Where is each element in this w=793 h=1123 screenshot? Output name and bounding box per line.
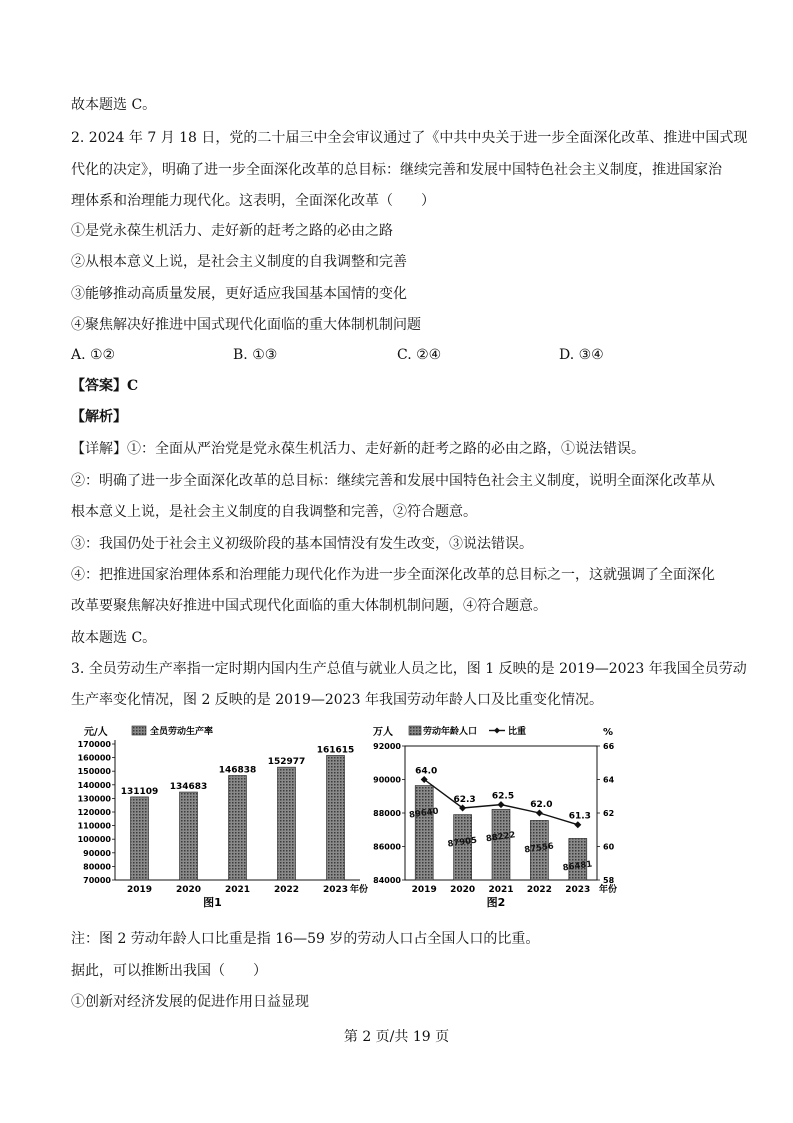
x-tick-label: 2022	[526, 885, 552, 895]
text-line: ④：把推进国家治理体系和治理能力现代化作为进一步全面深化改革的总目标之一，这就强调了全面深化	[71, 567, 715, 583]
text-line: 生产率变化情况，图 2 反映的是 2019—2023 年我国劳动年龄人口及比重变化情况。	[71, 692, 603, 708]
data-label: 134683	[169, 782, 208, 793]
legend-swatch	[132, 726, 146, 735]
line-value-label: 62.5	[491, 791, 515, 802]
legend-label: 全员劳动生产率	[150, 727, 214, 737]
bar-value-label: 89640	[408, 806, 440, 821]
right-tick-label: 60	[603, 842, 615, 852]
x-axis-unit: 年份	[350, 885, 369, 895]
y-tick-label: 110000	[77, 821, 111, 831]
y-tick-label: 90000	[83, 848, 111, 858]
left-tick-label: 92000	[373, 742, 401, 751]
text-line: 理体系和治理能力现代化。这表明，全面深化改革（ ）	[71, 193, 435, 209]
right-tick-label: 64	[603, 775, 615, 785]
figure-2-chart	[365, 718, 635, 918]
figure-title: 图1	[203, 896, 222, 909]
analysis-label: 【解析】	[71, 409, 127, 425]
text-line: 故本题选 C。	[71, 630, 157, 646]
x-tick-label: 2021	[488, 885, 514, 895]
bar	[180, 792, 198, 880]
y-tick-label: 140000	[77, 780, 111, 790]
figure-title: 图2	[486, 896, 506, 909]
left-tick-label: 86000	[373, 842, 401, 852]
x-axis-unit: 年份	[599, 885, 618, 895]
left-axis-unit: 万人	[373, 727, 393, 738]
x-tick-label: 2023	[322, 885, 349, 895]
line-value-label: 62.3	[453, 794, 476, 805]
line-marker	[536, 810, 543, 817]
x-tick-label: 2020	[175, 885, 202, 895]
data-label: 152977	[267, 757, 306, 768]
statement-4: ④聚焦解决好推进中国式现代化面临的重大体制机制问题	[71, 317, 421, 333]
text-line: 【详解】①：全面从严治党是党永葆生机活力、走好新的赶考之路的必由之路，①说法错误。	[71, 441, 645, 457]
page-footer: 第 2 页/共 19 页	[343, 1029, 450, 1045]
data-label: 161615	[316, 745, 355, 756]
option-a: A. ①②	[71, 347, 116, 363]
left-tick-label: 88000	[373, 809, 401, 818]
y-axis-unit: 元/人	[84, 727, 108, 738]
line-value-label: 64.0	[415, 766, 438, 777]
legend-label-bar: 劳动年龄人口	[423, 727, 478, 737]
bar-value-label: 87556	[523, 841, 555, 856]
x-tick-label: 2021	[224, 885, 251, 895]
y-tick-label: 170000	[77, 740, 111, 749]
option-c: C. ②④	[397, 347, 442, 363]
x-tick-label: 2019	[126, 885, 153, 895]
right-axis-unit: %	[603, 727, 614, 738]
line-marker	[574, 821, 581, 828]
y-tick-label: 120000	[77, 808, 111, 817]
text-line: 代化的决定》，明确了进一步全面深化改革的总目标：继续完善和发展中国特色社会主义制度，推进国家治	[71, 162, 722, 178]
bar-value-label: 87905	[446, 835, 478, 850]
x-tick-label: 2022	[273, 885, 300, 895]
option-b: B. ①③	[233, 347, 278, 363]
bar-value-label: 86481	[562, 859, 593, 874]
data-label: 131109	[120, 786, 159, 797]
statement-2: ②从根本意义上说，是社会主义制度的自我调整和完善	[71, 254, 407, 270]
statement-3: ③能够推动高质量发展，更好适应我国基本国情的变化	[71, 286, 407, 302]
text-line: 改革要聚焦解决好推进中国式现代化面临的重大体制机制问题，④符合题意。	[71, 598, 547, 614]
line-value-label: 61.3	[568, 811, 591, 822]
bar	[492, 809, 510, 880]
y-tick-label: 160000	[77, 753, 111, 763]
text-line: 故本题选 C。	[71, 97, 157, 113]
figure-1-chart	[70, 718, 370, 918]
left-tick-label: 84000	[373, 876, 401, 885]
legend-label-line: 比重	[508, 727, 527, 737]
y-tick-label: 70000	[83, 876, 111, 885]
bar	[131, 797, 149, 880]
y-tick-label: 150000	[77, 767, 111, 777]
text-line: ②：明确了进一步全面深化改革的总目标：继续完善和发展中国特色社会主义制度，说明全面深化改革从	[71, 473, 715, 489]
bar	[569, 838, 587, 880]
question-3-stem: 3. 全员劳动生产率指一定时期内国内生产总值与就业人员之比，图 1 反映的是 2019—2023 年我国全员劳动	[71, 661, 747, 677]
answer-label: 【答案】C	[71, 378, 139, 394]
y-tick-label: 130000	[77, 794, 111, 804]
bar	[278, 767, 296, 880]
line-value-label: 62.0	[530, 800, 553, 810]
bar	[415, 786, 433, 880]
left-tick-label: 90000	[373, 775, 401, 785]
legend-swatch	[409, 726, 421, 735]
line-marker	[498, 801, 505, 808]
option-d: D. ③④	[559, 347, 604, 363]
note-line: 注：图 2 劳动年龄人口比重是指 16—59 岁的劳动人口占全国人口的比重。	[71, 931, 540, 947]
statement-1: ①是党永葆生机活力、走好新的赶考之路的必由之路	[71, 223, 393, 239]
x-tick-label: 2020	[450, 885, 476, 895]
text-line: 根本意义上说，是社会主义制度的自我调整和完善，②符合题意。	[71, 504, 477, 520]
bar	[229, 776, 247, 880]
text-line: ③：我国仍处于社会主义初级阶段的基本国情没有发生改变，③说法错误。	[71, 536, 533, 552]
data-label: 146838	[218, 765, 257, 776]
right-tick-label: 66	[603, 742, 615, 751]
statement-1: ①创新对经济发展的促进作用日益显现	[71, 994, 309, 1010]
x-tick-label: 2023	[565, 885, 591, 895]
bar-value-label: 88222	[485, 830, 517, 845]
y-tick-label: 100000	[77, 835, 111, 845]
right-tick-label: 58	[603, 876, 615, 885]
right-tick-label: 62	[603, 809, 615, 818]
legend-marker	[494, 728, 500, 734]
question-2-stem: 2. 2024 年 7 月 18 日，党的二十届三中全会审议通过了《中共中央关于进一步全面深化改革、推进中国式现	[71, 130, 748, 146]
x-tick-label: 2019	[411, 885, 437, 895]
bar	[327, 755, 345, 880]
y-tick-label: 80000	[83, 862, 111, 872]
text-line: 据此，可以推断出我国（ ）	[71, 963, 267, 979]
